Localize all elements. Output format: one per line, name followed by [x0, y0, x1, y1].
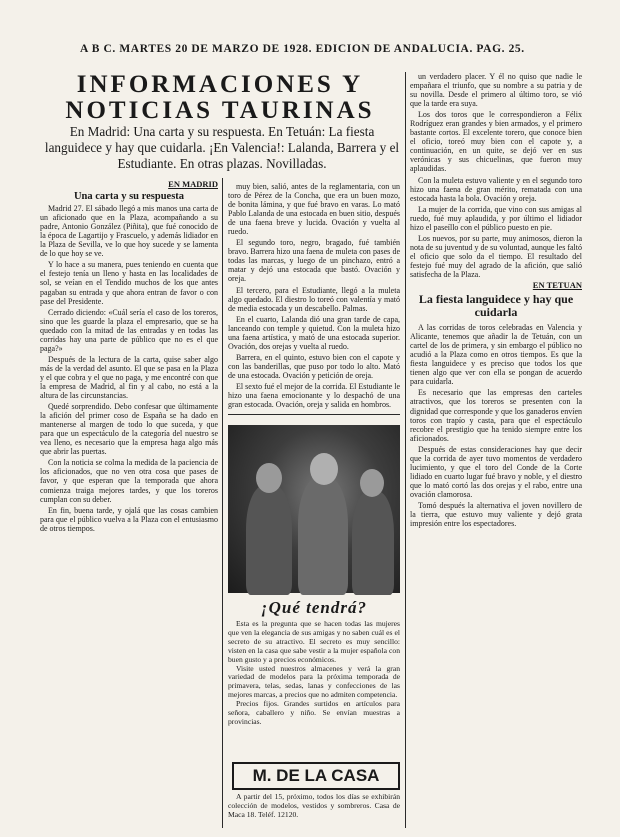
bullfight-photo: [228, 425, 400, 593]
paragraph: un verdadero placer. Y él no quiso que nadie le empañara el triunfo, que su nombre a su patria y de su novilla. Desde el primero al último toro, se vió que la tarde era suya.: [410, 72, 582, 109]
paragraph: Los dos toros que le correspondieron a Félix Rodríguez eran grandes y bien armados, y el primero bastante cortos. El excelente torero, que conoce bien el oficio, toreó muy bien con el capote y, a continuación, en un quite, se dejó ver en sus verónicas y sus chicuelinas, que fueron muy aplaudidas.: [410, 110, 582, 174]
paragraph: Esta es la pregunta que se hacen todas las mujeres que ven la elegancia de sus amigas y no saben cuál es el secreto de su atractivo. El secreto es muy sencillo: visten en la casa que sabe vestir a la mujer española con buen gusto y a precios económicos.: [228, 619, 400, 664]
paragraph: El segundo toro, negro, bragado, fué también bravo. Barrera hizo una faena de muleta con pases de todas las marcas, y luego de un pinchazo, entró a matar y dejó una estocada que bastó. Ovación y oreja.: [228, 238, 400, 284]
paragraph: Barrera, en el quinto, estuvo bien con el capote y con las banderillas, que puso por todo lo alto. Mató de una estocada. Ovación y petición de oreja.: [228, 352, 400, 380]
headline-deck: En Madrid: Una carta y su respuesta. En Tetuán: La fiesta languidece y hay que cuidarla. ¡En Valencia!: Lalanda, Barrera y el Estudiante. En otras plazas. Novilladas.: [44, 124, 400, 171]
paragraph: muy bien, salió, antes de la reglamentaria, con un toro de Pérez de la Concha, que era un buen mozo, de bonita lámina, y que fué bravo en varas. Lo mató Pablo Lalanda de una estocada en buen sitio, después de una faena breve y lucida. Ovación y vuelta al ruedo.: [228, 182, 400, 237]
paragraph: En fin, buena tarde, y ojalá que las cosas cambien para que el público vuelva a la Plaza con el entusiasmo de otros tiempos.: [40, 505, 218, 533]
paragraph: Con la noticia se colma la medida de la paciencia de los aficionados, que no ven otra cosa que pases de favor, y que esperan que la temporada que ahora comienza traiga mejores tardes, y que los toreros cumplan con su deber.: [40, 458, 218, 504]
column-1-body: [40, 204, 218, 533]
subhead-fiesta: La fiesta languidece y hay que cuidarla: [418, 292, 574, 320]
paragraph: El tercero, para el Estudiante, llegó a la muleta algo quedado. El diestro lo toreó con valentía y mató de media estocada y un descabello. Palmas.: [228, 285, 400, 313]
paragraph: Precios fijos. Grandes surtidos en artículos para señora, caballero y niño. Se envían muestras a provincias.: [228, 699, 400, 726]
section-label-madrid: EN MADRID: [168, 179, 218, 189]
column-3: [410, 72, 582, 828]
paragraph: Después de la lectura de la carta, quise saber algo más de la verdad del asunto. El que se pasa en la Plaza y el que cobra y el que no paga, y me encontré con que la empresa de Madrid, al fin y al cabo, no está a la altura de las circunstancias.: [40, 354, 218, 401]
paragraph: Cerrado diciendo: «Cuál sería el caso de los toreros, sino que les guarde la plaza el empresario, que se ha quedado con la mitad de las entradas y en todas las corridas hay una parte de público que no es el que paga?»: [40, 307, 218, 353]
casa-ad-title: M. DE LA CASA: [232, 762, 400, 790]
column-2-body: [228, 182, 400, 409]
paragraph: Visite usted nuestros almacenes y verá la gran variedad de modelos para la próxima temporada de primavera, telas, sedas, lanas y confecciones de las mejores marcas, a precios que no admiten competencia.: [228, 663, 400, 700]
paragraph: A las corridas de toros celebradas en Valencia y Alicante, tenemos que añadir la de Tetuán, con un cartel de los de primera, y sin embargo el público no acudió a la Plaza como en otros tiempos. Es que la fiesta languidece y es preciso que todos los que tienen algo que ver con ella se pongan de acuerdo para cuidarla.: [410, 323, 582, 387]
page-header: A B C. MARTES 20 DE MARZO DE 1928. EDICION DE ANDALUCIA. PAG. 25.: [80, 43, 525, 55]
paragraph: Los nuevos, por su parte, muy animosos, dieron la nota de su juventud y de su voluntad, aunque les faltó el oficio que solo da el tiempo. El resultado del festejo fué muy del agrado de la afición, que salió satisfecha de la Plaza.: [410, 233, 582, 279]
paragraph: Madrid 27. El sábado llegó a mis manos una carta de un aficionado que en la Plaza, acompañando a su padre, Antonio González (Piñita), que fué conocido de la época de Lagartijo y Frascuelo, y además lidiador en la Plaza de Sevilla, ve lo que hoy sucede y se lamenta de lo que hoy se ve.: [40, 204, 218, 259]
paragraph: Tomó después la alternativa el joven novillero de la tierra, que estuvo muy valiente y dejó grata impresión entre los espectadores.: [410, 500, 582, 529]
paragraph: Con la muleta estuvo valiente y en el segundo toro hizo una faena de gran mérito, rematada con una estocada hasta la bola. Ovación y oreja.: [410, 175, 582, 203]
column-rule: [222, 178, 223, 828]
column-3-body: [410, 72, 582, 279]
ad-headline: ¡Qué tendrá?: [261, 598, 367, 617]
section-label-tetuan: EN TETUAN: [532, 280, 582, 291]
column-1: [40, 178, 218, 828]
section-divider: [228, 414, 400, 415]
paragraph: Quedé sorprendido. Debo confesar que últimamente la afición del primer coso de España se ha dado en mantenerse al margen de todo lo que suceda, y que para que un espectáculo de la categoría del nuestro se vea lleno, es necesario que la empresa haga algo más que abrir las puertas.: [40, 402, 218, 457]
paragraph: La mujer de la corrida, que vino con sus amigas al ruedo, fué muy aplaudida, y por último el lidiador hizo el paseíllo con el público puesto en pie.: [410, 204, 582, 232]
casa-ad-text: A partir del 15, próximo, todos los días se exhibirán colección de modelos, vestidos y sombreros. Casa de Maca 18. Teléf. 12120.: [228, 792, 400, 819]
column-2: [228, 182, 400, 410]
column-3-body-2: [410, 323, 582, 528]
casa-ad-body: [228, 793, 400, 820]
column-rule: [405, 72, 406, 828]
paragraph: Es necesario que las empresas den carteles atractivos, que los toreros se presenten con la dignidad que corresponde y que los ganaderos envíen toros con trapío y casta, para que el espectáculo recobre el prestigio que ha tenido siempre entre los aficionados.: [410, 388, 582, 443]
subhead-carta: Una carta y su respuesta: [73, 191, 185, 203]
paragraph: En el cuarto, Lalanda dió una gran tarde de capa, lanceando con temple y quietud. Con la muleta hizo una faena artística, y mató de una estocada superior. Ovación, dos orejas y vuelta al ruedo.: [228, 314, 400, 351]
main-headline: INFORMACIONES Y NOTICIAS TAURINAS: [65, 71, 375, 124]
paragraph: Después de estas consideraciones hay que decir que la corrida de ayer tuvo momentos de verdadero lucimiento, y que el toro del Conde de la Corte lidiado en cuarto lugar fué bravo y noble, y el diestro que lo mató cortó las dos orejas y el rabo, entre una ovación clamorosa.: [410, 444, 582, 499]
ad-body: [228, 620, 400, 758]
paragraph: Y lo hace a su manera, pues teniendo en cuenta que el festejo tenía un lleno y hasta en las localidades de sol, se veían en el Tendido muchos de los que antes pagaban su entrada y que ahora entran de favor o con pase del Presidente.: [40, 260, 218, 306]
paragraph: El sexto fué el mejor de la corrida. El Estudiante le hizo una faena emocionante y lo despachó de una gran estocada. Ovación, oreja y salida en hombros.: [228, 381, 400, 410]
